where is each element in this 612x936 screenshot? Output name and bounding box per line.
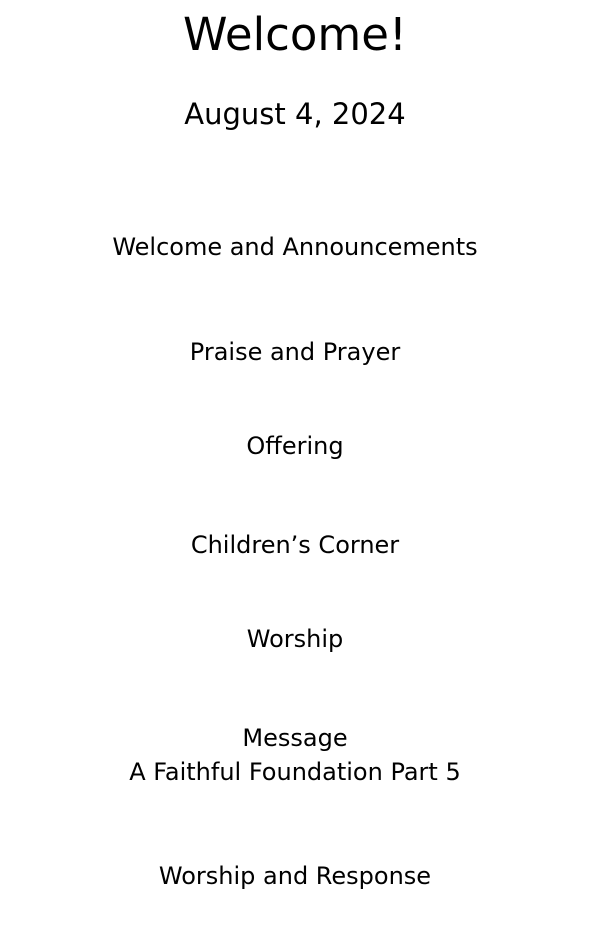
service-item-offering: Offering bbox=[246, 432, 344, 460]
service-item-welcome: Welcome and Announcements bbox=[112, 233, 478, 261]
page-title: Welcome! bbox=[183, 8, 407, 61]
service-date: August 4, 2024 bbox=[184, 97, 406, 131]
service-item-worship-response: Worship and Response bbox=[158, 862, 432, 890]
service-item-childrens-corner: Children’s Corner bbox=[190, 531, 400, 559]
service-item-worship: Worship bbox=[246, 625, 344, 653]
message-title: A Faithful Foundation Part 5 bbox=[129, 758, 461, 786]
service-item-message: Message bbox=[242, 724, 348, 752]
service-item-praise: Praise and Prayer bbox=[189, 338, 401, 366]
